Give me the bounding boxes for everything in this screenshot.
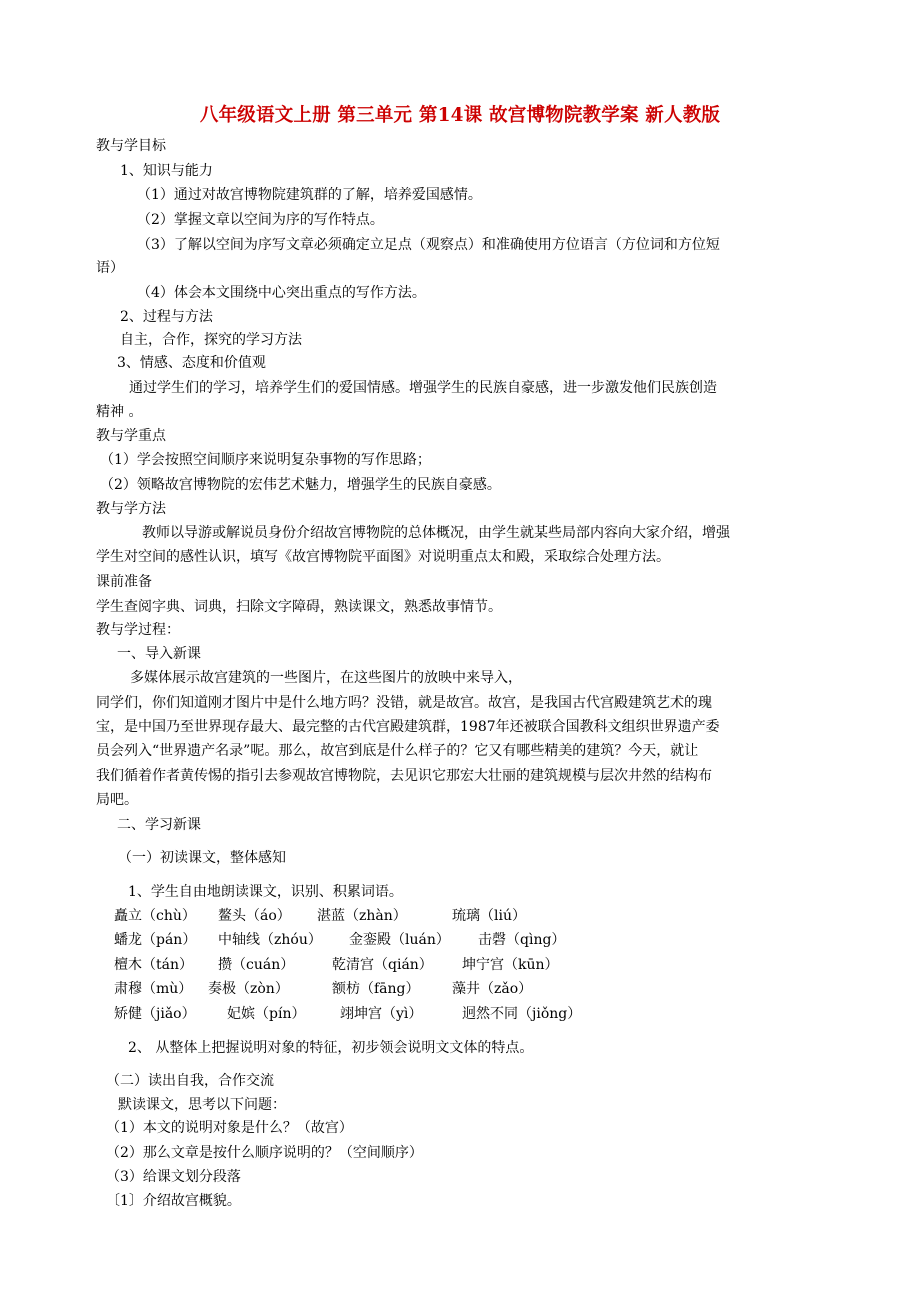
step-text: 2、 从整体上把握说明对象的特征，初步领会说明文文体的特点。 xyxy=(128,1040,534,1056)
vocab-item: 蟠龙（pán） xyxy=(114,932,197,948)
vocab-item: 琉璃（liú） xyxy=(452,908,526,924)
vocab-item: 藻井（zǎo） xyxy=(452,981,533,997)
subheading-knowledge: 1、知识与能力 xyxy=(120,163,213,179)
document-title: 八年级语文上册 第三单元 第14课 故宫博物院教学案 新人教版 xyxy=(199,105,721,126)
question-item: （3）给课文划分段落 xyxy=(106,1169,241,1185)
part-heading-intro: 一、导入新课 xyxy=(117,646,201,662)
goal-item: （1）通过对故宫博物院建筑群的了解，培养爱国感情。 xyxy=(137,187,482,203)
vocab-item: 乾清宫（qián） xyxy=(332,957,433,973)
subsection-heading-discussion: （二）读出自我，合作交流 xyxy=(106,1073,274,1089)
subheading-process: 2、过程与方法 xyxy=(120,309,213,325)
part-heading-study: 二、学习新课 xyxy=(117,817,201,833)
section-heading-method: 教与学方法 xyxy=(96,501,166,517)
vocab-item: 金銮殿（luán） xyxy=(349,932,450,948)
vocab-item: 击磬（qìng） xyxy=(478,932,566,948)
step-text: 1、学生自由地朗读课文，识别、积累词语。 xyxy=(128,884,403,900)
vocab-item: 坤宁宫（kūn） xyxy=(462,957,559,973)
goal-item: （3）了解以空间为序写文章必须确定立足点（观察点）和准确使用方位语言（方位词和方位短 xyxy=(137,237,720,253)
vocab-item: 奏极（zòn） xyxy=(208,981,289,997)
vocab-item: 攒（cuán） xyxy=(218,957,295,973)
intro-text: 宝，是中国乃至世界现存最大、最完整的古代宫殿建筑群，1987年还被联合国教科文组织世界遗产委 xyxy=(96,719,720,735)
intro-text: 同学们，你们知道刚才图片中是什么地方吗？没错，就是故宫。故宫，是我国古代宫殿建筑艺术的瑰 xyxy=(96,695,712,711)
question-item: 〔1〕介绍故宫概貌。 xyxy=(106,1193,241,1209)
question-item: （1）本文的说明对象是什么？（故宫） xyxy=(106,1120,353,1136)
intro-text: 员会列入“世界遗产名录”呢。那么，故宫到底是什么样子的？它又有哪些精美的建筑？今天，就让 xyxy=(96,743,699,759)
attitude-text-continued: 精神 。 xyxy=(96,404,143,420)
section-heading-prep: 课前准备 xyxy=(96,574,152,590)
vocab-item: 湛蓝（zhàn） xyxy=(317,908,407,924)
intro-text: 我们循着作者黄传惕的指引去参观故宫博物院，去见识它那宏大壮丽的建筑规模与层次井然的结构布 xyxy=(96,768,712,784)
intro-text: 多媒体展示故宫建筑的一些图片，在这些图片的放映中来导入， xyxy=(130,670,522,686)
section-heading-process: 教与学过程： xyxy=(96,622,180,638)
intro-text: 局吧。 xyxy=(96,792,138,808)
instruction-text: 默读课文，思考以下问题： xyxy=(118,1097,286,1113)
process-text: 自主，合作，探究的学习方法 xyxy=(120,332,302,348)
section-heading-focus: 教与学重点 xyxy=(96,428,166,444)
vocab-item: 矫健（jiǎo） xyxy=(114,1006,196,1022)
question-item: （2）那么文章是按什么顺序说明的？（空间顺序） xyxy=(106,1145,423,1161)
vocab-item: 迥然不同（jiǒng） xyxy=(462,1006,582,1022)
prep-text: 学生查阅字典、词典，扫除文字障碍，熟读课文，熟悉故事情节。 xyxy=(96,599,502,615)
goal-item: （4）体会本文围绕中心突出重点的写作方法。 xyxy=(137,285,426,301)
section-heading-goals: 教与学目标 xyxy=(96,138,166,154)
focus-item: （2）领略故宫博物院的宏伟艺术魅力，增强学生的民族自豪感。 xyxy=(100,477,501,493)
method-text-continued: 学生对空间的感性认识，填写《故宫博物院平面图》对说明重点太和殿，采取综合处理方法。 xyxy=(96,549,670,565)
attitude-text: 通过学生们的学习，培养学生们的爱国情感。增强学生的民族自豪感，进一步激发他们民族创造 xyxy=(129,380,717,396)
focus-item: （1）学会按照空间顺序来说明复杂事物的写作思路； xyxy=(100,452,431,468)
goal-item-continued: 语） xyxy=(96,260,124,276)
vocab-item: 翊坤宫（yì） xyxy=(340,1006,423,1022)
vocab-item: 肃穆（mù） xyxy=(114,981,193,997)
goal-item: （2）掌握文章以空间为序的写作特点。 xyxy=(137,212,384,228)
vocab-item: 妃嫔（pín） xyxy=(227,1006,306,1022)
vocab-item: 中轴线（zhóu） xyxy=(218,932,322,948)
vocab-item: 檀木（tán） xyxy=(114,957,193,973)
subheading-attitude: 3、情感、态度和价值观 xyxy=(117,355,266,371)
vocab-item: 矗立（chù） xyxy=(114,908,196,924)
vocab-item: 鳌头（áo） xyxy=(218,908,291,924)
subsection-heading-first-read: （一）初读课文，整体感知 xyxy=(118,850,286,866)
method-text: 教师以导游或解说员身份介绍故宫博物院的总体概况，由学生就某些局部内容向大家介绍，增强 xyxy=(142,525,730,541)
vocab-item: 额枋（fāng） xyxy=(332,981,420,997)
